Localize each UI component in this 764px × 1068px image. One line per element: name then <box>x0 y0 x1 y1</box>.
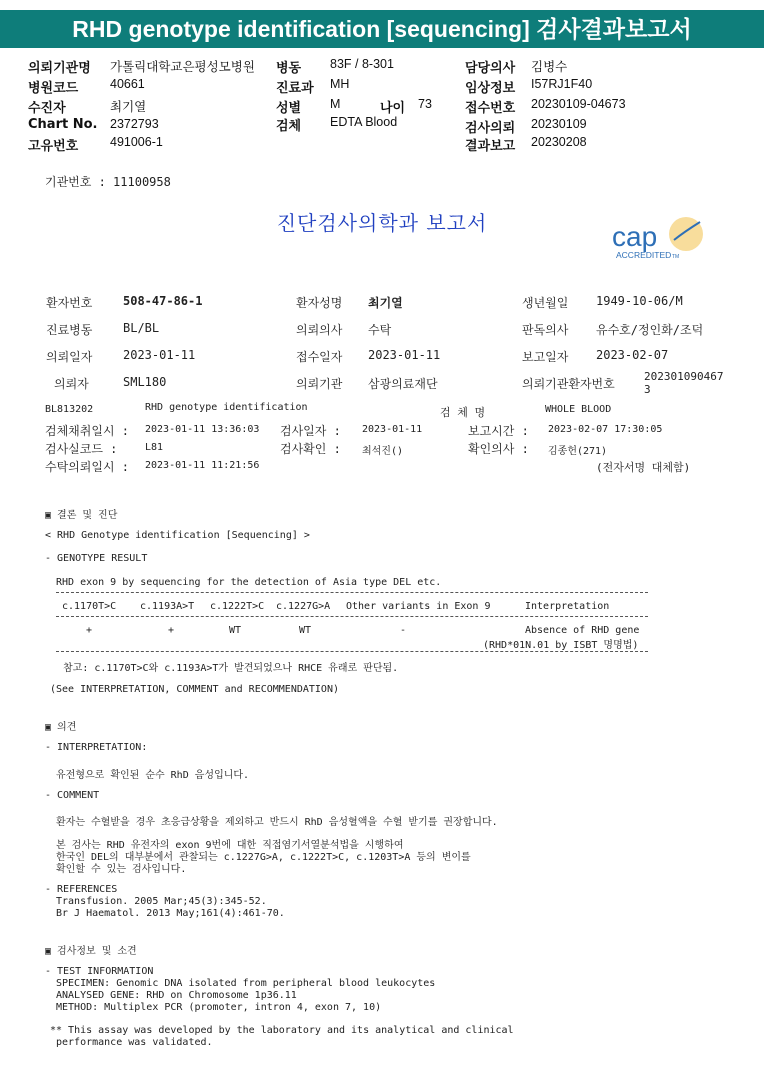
meta-label-report-time: 보고시간 : <box>468 424 529 438</box>
hdr-label-institution: 의뢰기관명 <box>28 61 91 76</box>
hdr-label-age: 나이 <box>380 101 406 116</box>
specimen-value: WHOLE BLOOD <box>545 404 612 415</box>
patient-label-inst-patient-no: 의뢰기관환자번호 <box>522 377 615 391</box>
patient-label-request-date: 의뢰일자 <box>46 350 93 364</box>
patient-value-id: 508-47-86-1 <box>123 294 203 308</box>
patient-label-requesting-doctor: 의뢰의사 <box>296 323 343 337</box>
comment-line-4: 확인할 수 있는 검사입니다. <box>56 864 187 875</box>
test-info-gene: ANALYSED GENE: RHD on Chromosome 1p36.11 <box>56 990 297 1001</box>
interpretation-text: 유전형으로 확인된 순수 RhD 음성입니다. <box>56 770 250 781</box>
meta-value-consign-time: 2023-01-11 11:21:56 <box>145 460 260 471</box>
meta-value-collect-time: 2023-01-11 13:36:03 <box>145 424 260 435</box>
patient-value-receipt-date: 2023-01-11 <box>368 348 441 362</box>
patient-value-report-date: 2023-02-07 <box>596 348 669 362</box>
meta-label-consign-time: 수탁의뢰일시 : <box>45 460 130 474</box>
report-title: 진단검사의학과 보고서 <box>276 211 488 235</box>
test-name: RHD genotype identification <box>145 402 308 413</box>
hdr-label-ward: 병동 <box>276 61 302 76</box>
hdr-value-doctor: 김병수 <box>531 60 568 74</box>
meta-label-confirm-doctor: 확인의사 : <box>468 442 529 456</box>
table-top-rule <box>56 592 648 593</box>
hdr-value-institution: 가톨릭대학교은평성모병원 <box>110 60 255 74</box>
patient-label-reading-doctor: 판독의사 <box>522 323 569 337</box>
hdr-value-unique-no: 491006-1 <box>110 135 163 149</box>
test-info-method: METHOD: Multiplex PCR (promoter, intron 4, exon 7, 10) <box>56 1002 382 1013</box>
hdr-label-specimen: 검체 <box>276 119 302 134</box>
reference-1: Transfusion. 2005 Mar;45(3):345-52. <box>56 896 267 907</box>
hdr-label-clinical-info: 임상정보 <box>465 81 516 96</box>
comment-line-2: 본 검사는 RHD 유전자의 exon 9번에 대한 직접염기서열분석법을 시행하여 <box>56 840 404 851</box>
hdr-label-request-date: 검사의뢰 <box>465 121 516 136</box>
hdr-label-doctor: 담당의사 <box>465 61 516 76</box>
patient-value-ward: BL/BL <box>123 321 160 335</box>
genotype-description: RHD exon 9 by sequencing for the detection of Asia type DEL etc. <box>56 577 442 588</box>
col-header-1193: c.1193A>T <box>140 601 195 612</box>
meta-label-test-confirm: 검사확인 : <box>280 442 341 456</box>
hdr-value-department: MH <box>330 77 350 91</box>
opinion-heading: ▣ 의견 <box>45 722 77 733</box>
assay-note-1: ** This assay was developed by the laboratory and its analytical and clinical <box>50 1025 514 1036</box>
specimen-label: 검 체 명 <box>440 406 486 419</box>
patient-label-id: 환자번호 <box>46 296 93 310</box>
patient-value-request-date: 2023-01-11 <box>123 348 196 362</box>
table-bottom-rule <box>56 651 648 652</box>
test-info-specimen: SPECIMEN: Genomic DNA isolated from peripheral blood leukocytes <box>56 978 436 989</box>
hdr-value-patient: 최기열 <box>110 100 147 114</box>
hdr-value-specimen: EDTA Blood <box>330 115 398 129</box>
col-header-other: Other variants in Exon 9 <box>346 601 491 612</box>
cell-interpretation: Absence of RHD gene <box>525 625 640 636</box>
hdr-label-sex: 성별 <box>276 101 302 116</box>
cap-accredited-logo <box>610 214 710 264</box>
col-header-1227: c.1227G>A <box>276 601 331 612</box>
meta-value-test-confirm: 최석진() <box>362 446 404 457</box>
references-heading: - REFERENCES <box>45 884 118 895</box>
hdr-value-hospital-code: 40661 <box>110 77 145 91</box>
patient-label-ward: 진료병동 <box>46 323 93 337</box>
report-banner: RHD genotype identification [sequencing] 검사결과보고서 <box>0 10 764 48</box>
logo-tm: TM <box>672 254 680 260</box>
patient-value-reading-doctor: 유수호/정인화/조덕 <box>596 323 704 337</box>
hdr-value-ward: 83F / 8-301 <box>330 57 394 71</box>
hdr-label-chart-no: Chart No. <box>28 117 98 132</box>
comment-heading: - COMMENT <box>45 790 100 801</box>
meta-label-test-date: 검사일자 : <box>280 424 341 438</box>
logo-gold-circle <box>669 217 703 251</box>
cell-interpretation-isbt: (RHD*01N.01 by ISBT 명명법) <box>483 640 639 651</box>
test-information-heading: - TEST INFORMATION <box>45 966 154 977</box>
meta-value-confirm-doctor: 김종헌(271) <box>548 446 608 457</box>
see-note: (See INTERPRETATION, COMMENT and RECOMMENDATION) <box>50 684 339 695</box>
col-header-1222: c.1222T>C <box>210 601 265 612</box>
patient-label-requester: 의뢰자 <box>54 377 89 391</box>
patient-label-name: 환자성명 <box>296 296 343 310</box>
result-heading: ▣ 결론 및 진단 <box>45 510 118 521</box>
cell-1227: WT <box>299 625 312 636</box>
patient-value-inst-patient-no-suffix: 3 <box>644 383 651 396</box>
col-header-1170: c.1170T>C <box>62 601 117 612</box>
test-code: BL813202 <box>45 404 94 415</box>
hdr-label-hospital-code: 병원코드 <box>28 81 79 96</box>
cell-1222: WT <box>229 625 242 636</box>
patient-value-requesting-doctor: 수탁 <box>368 323 392 337</box>
logo-accredited: ACCREDITED <box>616 250 672 260</box>
hdr-label-report-date: 결과보고 <box>465 139 516 154</box>
patient-label-birth: 생년월일 <box>522 296 569 310</box>
hdr-value-report-date: 20230208 <box>531 135 587 149</box>
result-subtitle: < RHD Genotype identification [Sequencing] > <box>45 530 310 541</box>
assay-note-2: performance was validated. <box>56 1037 213 1048</box>
esign-note: (전자서명 대체함) <box>596 461 691 474</box>
hdr-value-receipt-no: 20230109-04673 <box>531 97 626 111</box>
patient-value-name: 최기열 <box>368 296 403 310</box>
genotype-heading: - GENOTYPE RESULT <box>45 553 148 564</box>
patient-value-requesting-institution: 삼광의료재단 <box>368 377 438 391</box>
hdr-value-age: 73 <box>418 97 432 111</box>
meta-value-lab-code: L81 <box>145 442 164 453</box>
meta-value-test-date: 2023-01-11 <box>362 424 423 435</box>
hdr-value-request-date: 20230109 <box>531 117 587 131</box>
hdr-value-sex: M <box>330 97 341 111</box>
meta-label-collect-time: 검체채취일시 : <box>45 424 130 438</box>
hdr-label-receipt-no: 접수번호 <box>465 101 516 116</box>
comment-line-1: 환자는 수혈받을 경우 초응급상황을 제외하고 반드시 RhD 음성혈액을 수혈 받기를 권장합니다. <box>56 817 498 828</box>
result-note: 참고: c.1170T>C와 c.1193A>T가 발견되었으나 RHCE 유래로 판단됨. <box>63 663 399 674</box>
meta-value-report-time: 2023-02-07 17:30:05 <box>548 424 663 435</box>
logo-word: cap <box>612 221 658 252</box>
patient-label-requesting-institution: 의뢰기관 <box>296 377 343 391</box>
patient-label-receipt-date: 접수일자 <box>296 350 343 364</box>
meta-label-lab-code: 검사실코드 : <box>45 442 118 456</box>
hdr-label-unique-no: 고유번호 <box>28 139 79 154</box>
patient-value-birth: 1949-10-06/M <box>596 294 683 308</box>
comment-line-3: 한국인 DEL의 대부분에서 관찰되는 c.1227G>A, c.1222T>C, c.1203T>A 등의 변이를 <box>56 852 471 863</box>
patient-label-report-date: 보고일자 <box>522 350 569 364</box>
cell-1170: + <box>86 625 93 636</box>
cell-1193: + <box>168 625 175 636</box>
interpretation-heading: - INTERPRETATION: <box>45 742 148 753</box>
hdr-value-clinical-info: I57RJ1F40 <box>531 77 593 91</box>
reference-2: Br J Haematol. 2013 May;161(4):461-70. <box>56 908 285 919</box>
hdr-label-patient: 수진자 <box>28 101 66 116</box>
hdr-value-chart-no: 2372793 <box>110 117 159 131</box>
patient-value-inst-patient-no: 202301090467 <box>644 370 724 383</box>
table-mid-rule <box>56 616 648 617</box>
hdr-label-department: 진료과 <box>276 81 314 96</box>
institution-number: 기관번호 : 11100958 <box>45 175 171 189</box>
cell-other: - <box>400 625 407 636</box>
col-header-interpretation: Interpretation <box>525 601 610 612</box>
test-info-heading: ▣ 검사정보 및 소견 <box>45 946 137 957</box>
patient-value-requester: SML180 <box>123 375 167 389</box>
